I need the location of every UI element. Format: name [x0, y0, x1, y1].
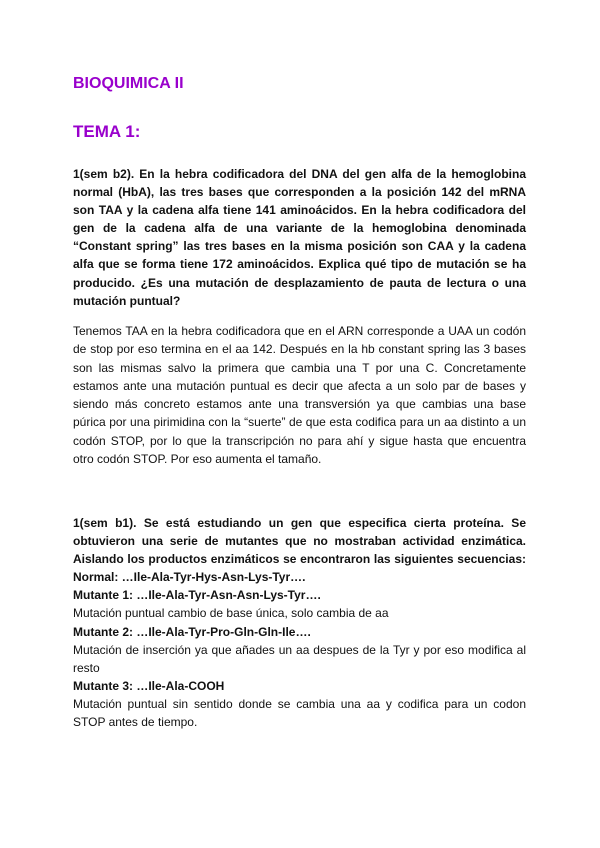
question-2-text: 1(sem b1). Se está estudiando un gen que especifica cierta proteína. Se obtuvieron una serie de mutantes que no mostraban actividad enzimática. Aislando los productos enzimáticos se encontraron las siguientes secuencias: Normal: …Ile-Ala-Tyr-Hys-Asn-Lys-Tyr….	[73, 516, 526, 585]
document-title: BIOQUIMICA II	[73, 75, 184, 92]
section-title: TEMA 1:	[73, 122, 141, 141]
mutant-1-label: Mutante 1: …Ile-Ala-Tyr-Asn-Asn-Lys-Tyr….	[73, 588, 321, 603]
mutant-1-answer: Mutación puntual cambio de base única, solo cambia de aa	[73, 606, 389, 621]
mutant-3-label: Mutante 3: …Ile-Ala-COOH	[73, 678, 225, 693]
mutant-3-answer: Mutación puntual sin sentido donde se cambia una aa y codifica para un codon STOP antes de tiempo.	[73, 696, 526, 730]
mutant-2-label: Mutante 2: …Ile-Ala-Tyr-Pro-Gln-Gln-Ile….	[73, 624, 311, 639]
mutant-2-answer: Mutación de inserción ya que añades un aa despues de la Tyr y por eso modifica al resto	[73, 642, 526, 675]
question-2	[73, 514, 526, 731]
question-1-text: 1(sem b2). En la hebra codificadora del DNA del gen alfa de la hemoglobina normal (HbA), las tres bases que corresponden a la posición 142 del mRNA son TAA y la cadena alfa tiene 141 aminoácidos. En la hebra codificadora del gen de la cadena alfa de una variante de la hemoglobina denominada “Constant spring” las tres bases en la misma posición son CAA y la cadena alfa que se forma tiene 172 aminoácidos. Explica qué tipo de mutación se ha producido. ¿Es una mutación de desplazamiento de pauta de lectura o una mutación puntual?	[73, 167, 526, 308]
question-1-answer: Tenemos TAA en la hebra codificadora que en el ARN corresponde a UAA un codón de stop por eso termina en el aa 142. Después en la hb constant spring las 3 bases son las mismas salvo la primera que cambia una T por una C. Concretamente estamos ante una mutación puntual es decir que afecta a un solo par de bases y siendo más concreto estamos ante una transversión ya que cambias una base púrica por una pirimidina con la “suerte” de que esta codifica para un aa distinto a un codón STOP, por lo que la transcripción no para ahí y sigue hasta que encuentra otro codón STOP. Por eso aumenta el tamaño.	[73, 324, 526, 467]
